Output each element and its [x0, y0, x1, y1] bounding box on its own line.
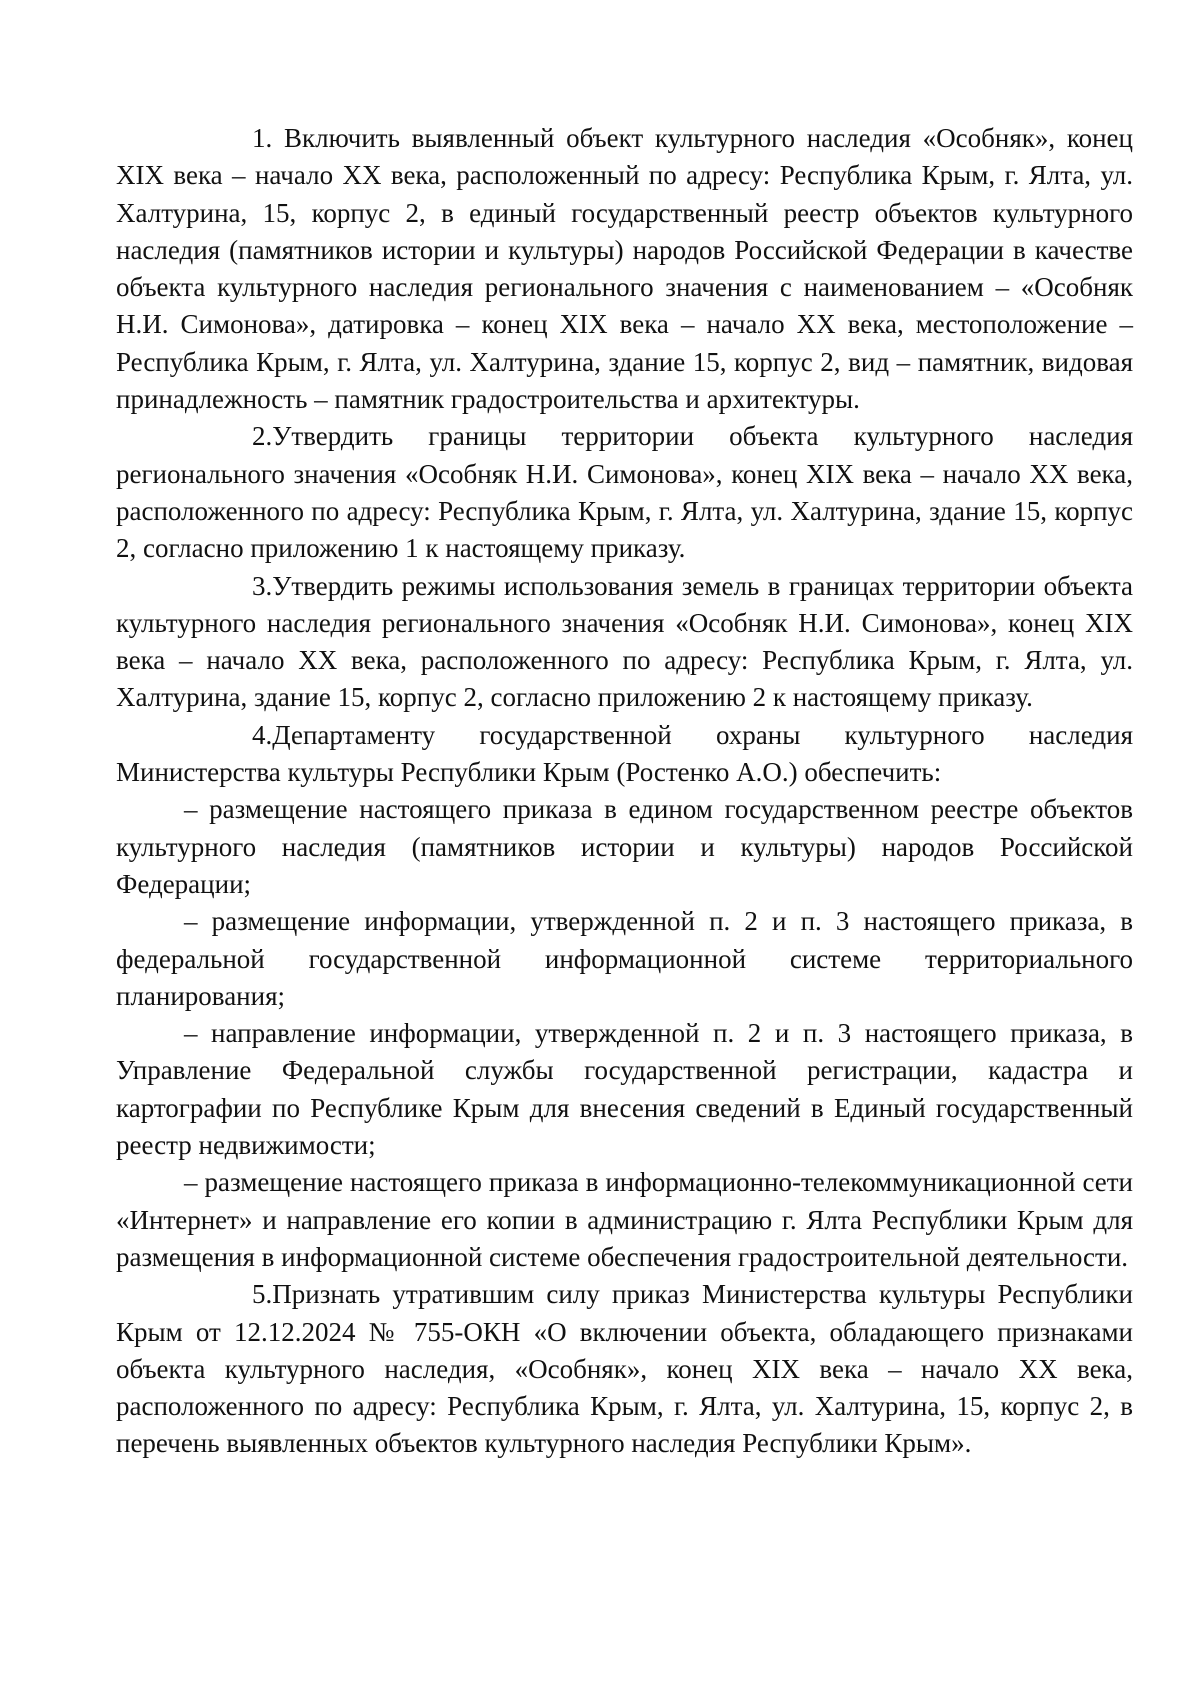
- document-body: [116, 120, 1133, 1463]
- list-item-4-1: [116, 791, 1133, 903]
- paragraph-number: 3.: [252, 570, 273, 601]
- paragraph-text: Признать утратившим силу приказ Министерства культуры Республики Крым от 12.12.2024 № 755-ОКН «О включении объекта, обладающего признаками объекта культурного наследия, «Особняк», конец XIX века – начало XX века, расположенного по адресу: Республика Крым, г. Ялта, ул. Халтурина, 15, корпус 2, в перечень выявленных объектов культурного наследия Республики Крым».: [116, 1279, 1133, 1459]
- paragraph-number: 5.: [252, 1279, 273, 1310]
- paragraph-number: 4.: [252, 719, 273, 750]
- paragraph-text: Включить выявленный объект культурного наследия «Особняк», конец XIX века – начало XX века, расположенный по адресу: Республика Крым, г. Ялта, ул. Халтурина, 15, корпус 2, в единый государственный реестр объектов культурного наследия (памятников истории и культуры) народов Российской Федерации в качестве объекта культурного наследия регионального значения с наименованием – «Особняк Н.И. Симонова», датировка – конец XIX века – начало XX века, местоположение – Республика Крым, г. Ялта, ул. Халтурина, здание 15, корпус 2, вид – памятник, видовая принадлежность – памятник градостроительства и архитектуры.: [116, 123, 1133, 415]
- paragraph-text: Утвердить границы территории объекта культурного наследия регионального значения «Особняк Н.И. Симонова», конец XIX века – начало XX века, расположенного по адресу: Республика Крым, г. Ялта, ул. Халтурина, здание 15, корпус 2, согласно приложению 1 к настоящему приказу.: [116, 421, 1133, 564]
- paragraph-3: [116, 568, 1133, 717]
- paragraph-number: 1.: [252, 123, 273, 153]
- list-item-4-3: [116, 1015, 1133, 1164]
- paragraph-text: – размещение настоящего приказа в информационно-телекоммуникационной сети «Интернет» и направление его копии в администрацию г. Ялта Республики Крым для размещения в информационной системе обеспечения градостроительной деятельности.: [116, 1167, 1133, 1272]
- paragraph-5: [116, 1276, 1133, 1462]
- paragraph-1: [116, 120, 1133, 418]
- paragraph-2: [116, 418, 1133, 567]
- paragraph-text: – направление информации, утвержденной п. 2 и п. 3 настоящего приказа, в Управление Федеральной службы государственной регистрации, кадастра и картографии по Республике Крым для внесения сведений в Единый государственный реестр недвижимости;: [116, 1018, 1133, 1161]
- list-item-4-2: [116, 903, 1133, 1015]
- paragraph-4: [116, 717, 1133, 792]
- paragraph-text: Департаменту государственной охраны культурного наследия Министерства культуры Республики Крым (Ростенко А.О.) обеспечить:: [116, 719, 1133, 788]
- paragraph-number: 2.: [252, 421, 273, 452]
- list-item-4-4: [116, 1164, 1133, 1276]
- paragraph-text: – размещение настоящего приказа в едином государственном реестре объектов культурного наследия (памятников истории и культуры) народов Российской Федерации;: [116, 794, 1133, 899]
- paragraph-text: Утвердить режимы использования земель в границах территории объекта культурного наследия регионального значения «Особняк Н.И. Симонова», конец XIX века – начало XX века, расположенного по адресу: Республика Крым, г. Ялта, ул. Халтурина, здание 15, корпус 2, согласно приложению 2 к настоящему приказу.: [116, 570, 1133, 713]
- paragraph-text: – размещение информации, утвержденной п. 2 и п. 3 настоящего приказа, в федеральной государственной информационной системе территориального планирования;: [116, 906, 1133, 1011]
